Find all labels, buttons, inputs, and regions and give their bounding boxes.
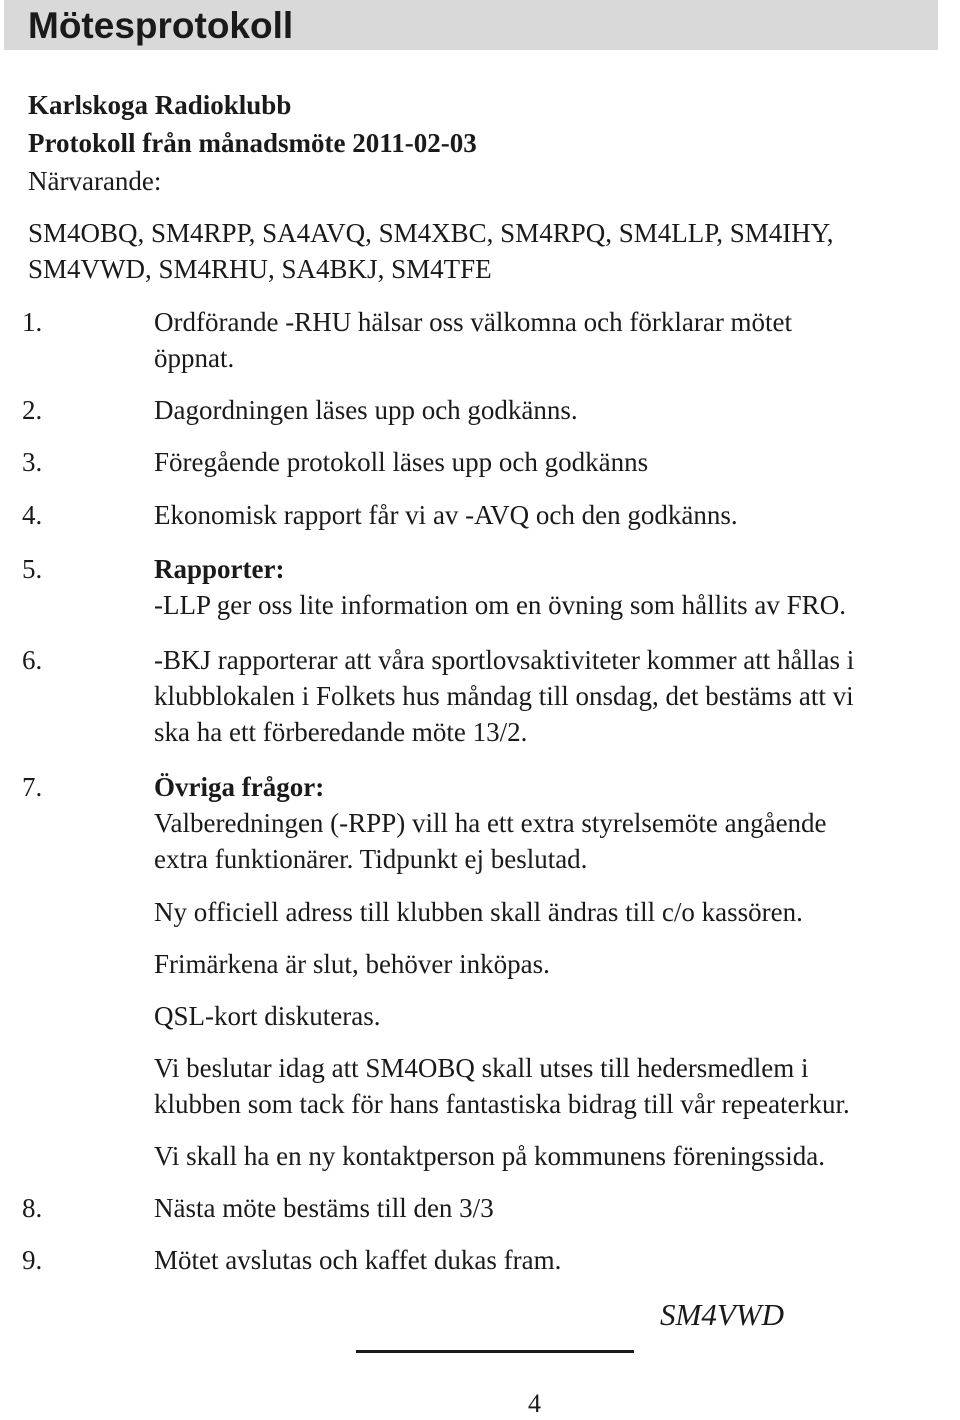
item-text: ska ha ett förberedande möte 13/2. bbox=[154, 717, 528, 747]
item-text: -LLP ger oss lite information om en övning som hållits av FRO. bbox=[154, 590, 846, 620]
item-text: Ny officiell adress till klubben skall ändras till c/o kassören. bbox=[154, 897, 803, 927]
item-text: Nästa möte bestäms till den 3/3 bbox=[154, 1193, 494, 1223]
page-title: Mötesprotokoll bbox=[28, 5, 294, 46]
item-number: 2. bbox=[22, 395, 43, 425]
item-number: 8. bbox=[22, 1193, 43, 1223]
page-number: 4 bbox=[528, 1389, 541, 1418]
attendees-line-2: SM4VWD, SM4RHU, SA4BKJ, SM4TFE bbox=[28, 254, 492, 284]
item-text: extra funktionärer. Tidpunkt ej beslutad. bbox=[154, 844, 588, 874]
item-text: Ordförande -RHU hälsar oss välkomna och förklarar mötet bbox=[154, 307, 793, 337]
item-text: klubblokalen i Folkets hus måndag till onsdag, det bestäms att vi bbox=[154, 681, 854, 711]
item-number: 5. bbox=[22, 554, 43, 584]
item-text: Vi beslutar idag att SM4OBQ skall utses till hedersmedlem i bbox=[154, 1053, 809, 1083]
item-text: klubben som tack för hans fantastiska bidrag till vår repeaterkur. bbox=[154, 1089, 850, 1119]
item-text: Valberedningen (-RPP) vill ha ett extra styrelsemöte angående bbox=[154, 808, 827, 838]
item-number: 4. bbox=[22, 500, 43, 530]
item-number: 7. bbox=[22, 772, 43, 802]
item-text: Frimärkena är slut, behöver inköpas. bbox=[154, 949, 550, 979]
signature-line bbox=[356, 1350, 634, 1353]
item-text: Ekonomisk rapport får vi av -AVQ och den godkänns. bbox=[154, 500, 738, 530]
item-heading: Övriga frågor: bbox=[154, 772, 325, 802]
item-number: 6. bbox=[22, 645, 43, 675]
item-text: öppnat. bbox=[154, 343, 235, 373]
item-text: Mötet avslutas och kaffet dukas fram. bbox=[154, 1245, 562, 1275]
protocol-title: Protokoll från månadsmöte 2011-02-03 bbox=[28, 128, 477, 158]
item-number: 3. bbox=[22, 447, 43, 477]
item-text: -BKJ rapporterar att våra sportlovsaktiviteter kommer att hållas i bbox=[154, 645, 855, 675]
club-name: Karlskoga Radioklubb bbox=[28, 90, 292, 120]
item-number: 9. bbox=[22, 1245, 43, 1275]
attendees-label: Närvarande: bbox=[28, 166, 162, 196]
item-number: 1. bbox=[22, 307, 43, 337]
item-text: Dagordningen läses upp och godkänns. bbox=[154, 395, 578, 425]
item-heading: Rapporter: bbox=[154, 554, 285, 584]
item-text: Vi skall ha en ny kontaktperson på kommunens föreningssida. bbox=[154, 1141, 826, 1171]
item-text: Föregående protokoll läses upp och godkänns bbox=[154, 447, 649, 477]
signature: SM4VWD bbox=[660, 1297, 784, 1332]
item-text: QSL-kort diskuteras. bbox=[154, 1001, 381, 1031]
attendees-line-1: SM4OBQ, SM4RPP, SA4AVQ, SM4XBC, SM4RPQ, SM4LLP, SM4IHY, bbox=[28, 218, 834, 248]
